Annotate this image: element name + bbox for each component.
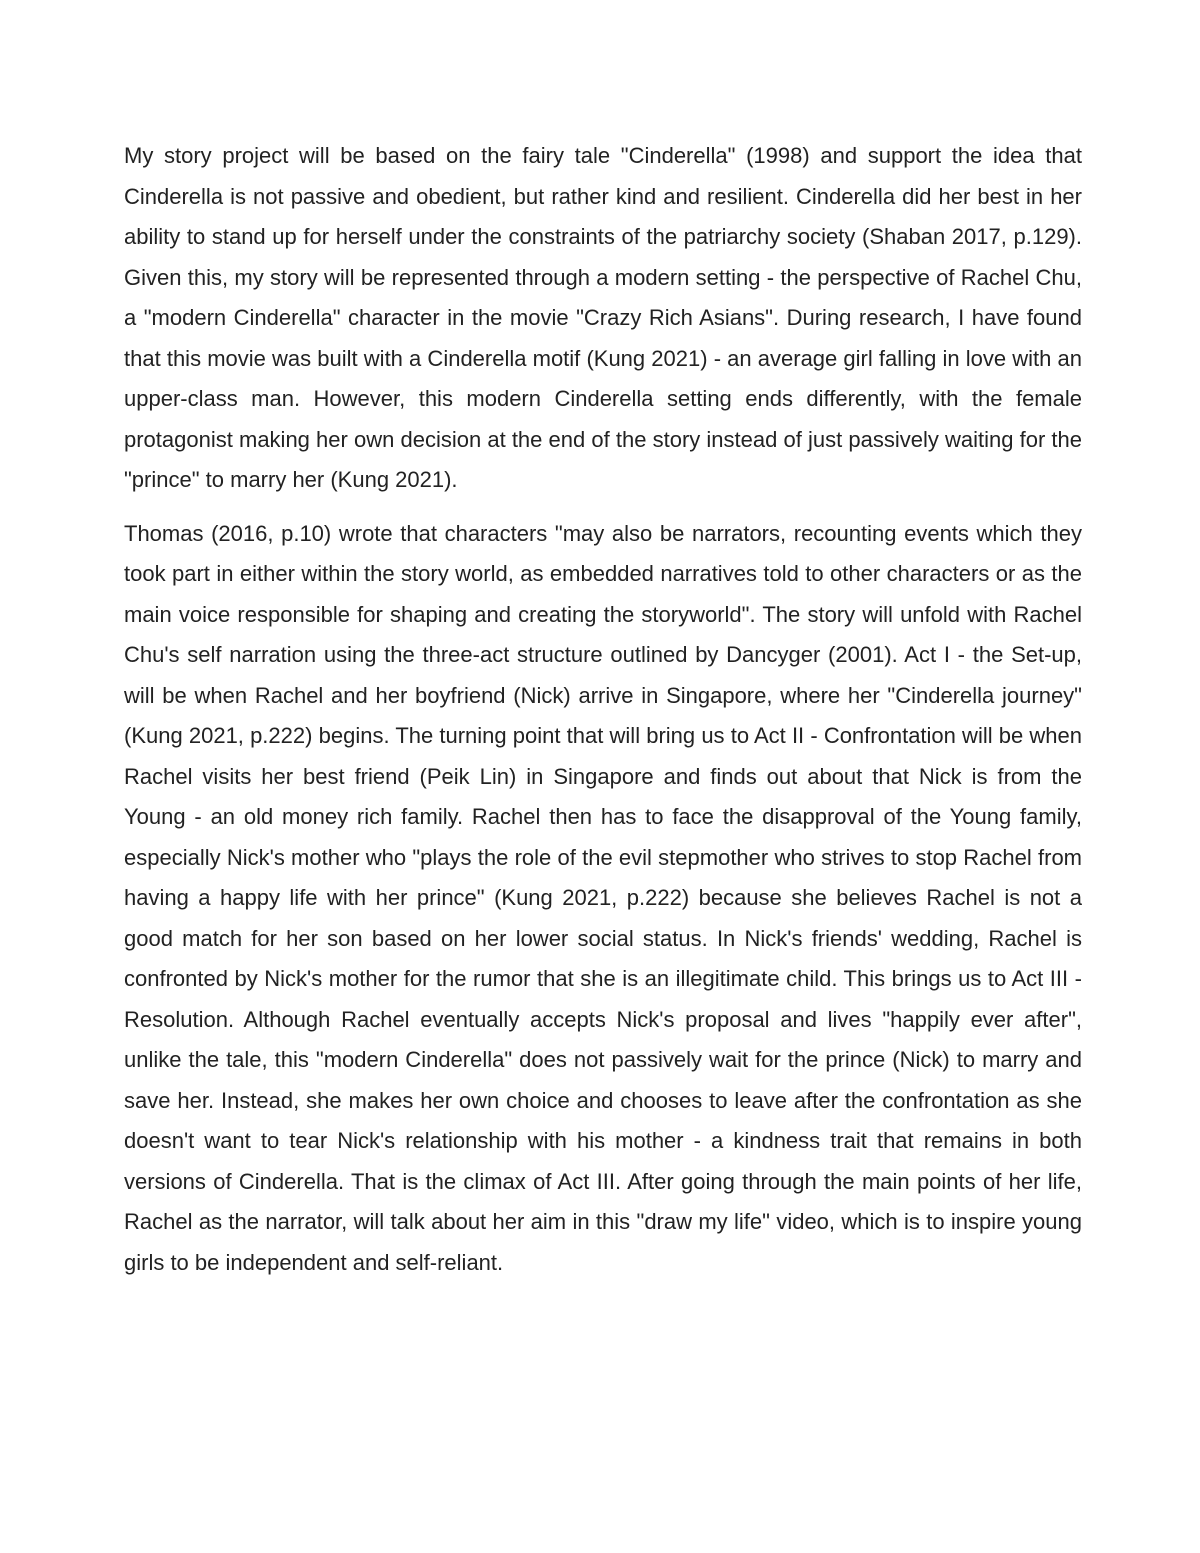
paragraph-2: Thomas (2016, p.10) wrote that characters "may also be narrators, recounting events which they took part in either within the story world, as embedded narratives told to other characters or as the main voice responsible for shaping and creating the storyworld". The story will unfold with Rachel Chu's self narration using the three-act structure outlined by Dancyger (2001). Act I - the Set-up, will be when Rachel and her boyfriend (Nick) arrive in Singapore, where her "Cinderella journey" (Kung 2021, p.222) begins. The turning point that will bring us to Act II - Confrontation will be when Rachel visits her best friend (Peik Lin) in Singapore and finds out about that Nick is from the Young - an old money rich family. Rachel then has to face the disapproval of the Young family, especially Nick's mother who "plays the role of the evil stepmother who strives to stop Rachel from having a happy life with her prince" (Kung 2021, p.222) because she believes Rachel is not a good match for her son based on her lower social status. In Nick's friends' wedding, Rachel is confronted by Nick's mother for the rumor that she is an illegitimate child. This brings us to Act III - Resolution. Although Rachel eventually accepts Nick's proposal and lives "happily ever after", unlike the tale, this "modern Cinderella" does not passively wait for the prince (Nick) to marry and save her. Instead, she makes her own choice and chooses to leave after the confrontation as she doesn't want to tear Nick's relationship with his mother - a kindness trait that remains in both versions of Cinderella. That is the climax of Act III. After going through the main points of her life, Rachel as the narrator, will talk about her aim in this "draw my life" video, which is to inspire young girls to be independent and self-reliant. — [124, 520, 1082, 1275]
document-body — [124, 136, 1082, 1296]
paragraph-1: My story project will be based on the fairy tale "Cinderella" (1998) and support the idea that Cinderella is not passive and obedient, but rather kind and resilient. Cinderella did her best in her ability to stand up for herself under the constraints of the patriarchy society (Shaban 2017, p.129). Given this, my story will be represented through a modern setting - the perspective of Rachel Chu, a "modern Cinderella" character in the movie "Crazy Rich Asians". During research, I have found that this movie was built with a Cinderella motif (Kung 2021) - an average girl falling in love with an upper-class man. However, this modern Cinderella setting ends differently, with the female protagonist making her own decision at the end of the story instead of just passively waiting for the "prince" to marry her (Kung 2021). — [124, 143, 1082, 492]
